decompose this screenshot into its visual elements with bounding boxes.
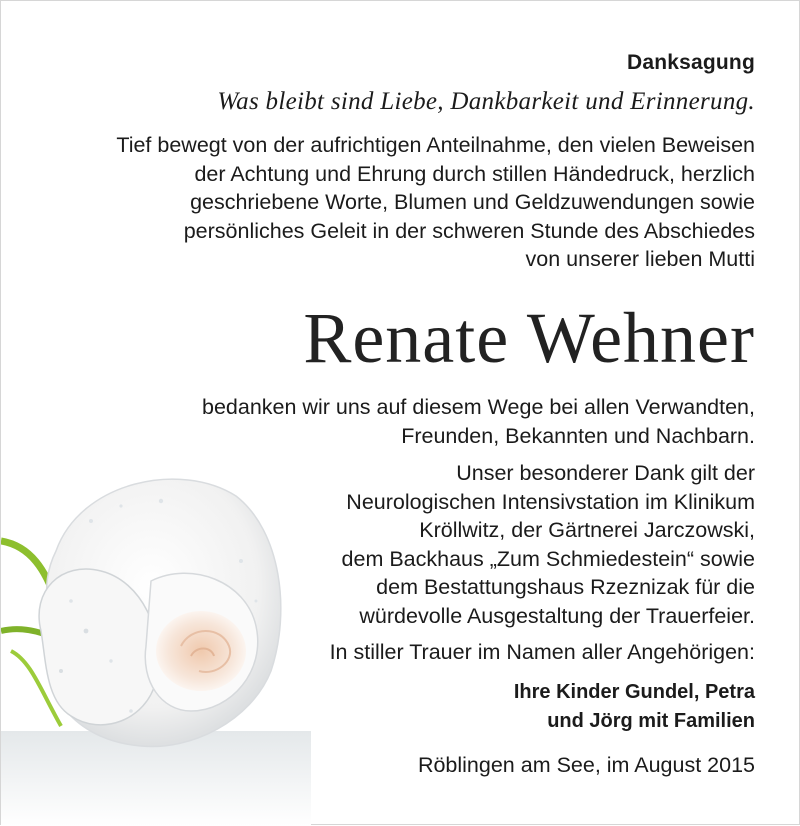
signatory-line: und Jörg mit Familien [547, 709, 755, 732]
special-thanks-line: würdevolle Ausgestaltung der Trauerfeier. [359, 603, 755, 628]
intro-line: persönliches Geleit in der schweren Stunde des Abschiedes [183, 218, 755, 243]
signatory-line: Ihre Kinder Gundel, Petra [513, 681, 755, 703]
intro-paragraph [35, 131, 755, 274]
special-thanks-line: Neurologischen Intensivstation im Klinikum [346, 489, 755, 514]
special-thanks-line: dem Bestattungshaus Rzeznizak für die [376, 575, 755, 599]
deceased-name: Renate Wehner [303, 298, 755, 378]
white-rose-image [1, 461, 311, 826]
special-thanks-line: Unser besonderer Dank gilt der [456, 461, 755, 485]
grief-line: In stiller Trauer im Namen aller Angehörigen: [329, 640, 755, 664]
thanks-paragraph [135, 393, 755, 450]
signatories [514, 678, 755, 735]
special-thanks-line: Kröllwitz, der Gärtnerei Jarczowski, [419, 518, 755, 542]
thanks-line: bedanken wir uns auf diesem Wege bei allen Verwandten, [202, 395, 755, 419]
intro-line: geschriebene Worte, Blumen und Geldzuwendungen sowie [190, 190, 755, 214]
place-date: Röblingen am See, im August 2015 [417, 753, 755, 777]
intro-line: von unserer lieben Mutti [525, 247, 755, 271]
intro-line: der Achtung und Ehrung durch stillen Händedruck, herzlich [194, 161, 755, 186]
special-thanks-paragraph [235, 459, 755, 630]
notice-heading: Danksagung [626, 51, 755, 74]
intro-line: Tief bewegt von der aufrichtigen Anteilnahme, den vielen Beweisen [116, 133, 755, 157]
thanks-line: Freunden, Bekannten und Nachbarn. [401, 423, 755, 448]
special-thanks-line: dem Backhaus „Zum Schmiedestein“ sowie [341, 546, 755, 571]
notice-motto: Was bleibt sind Liebe, Dankbarkeit und Erinnerung. [217, 88, 755, 115]
